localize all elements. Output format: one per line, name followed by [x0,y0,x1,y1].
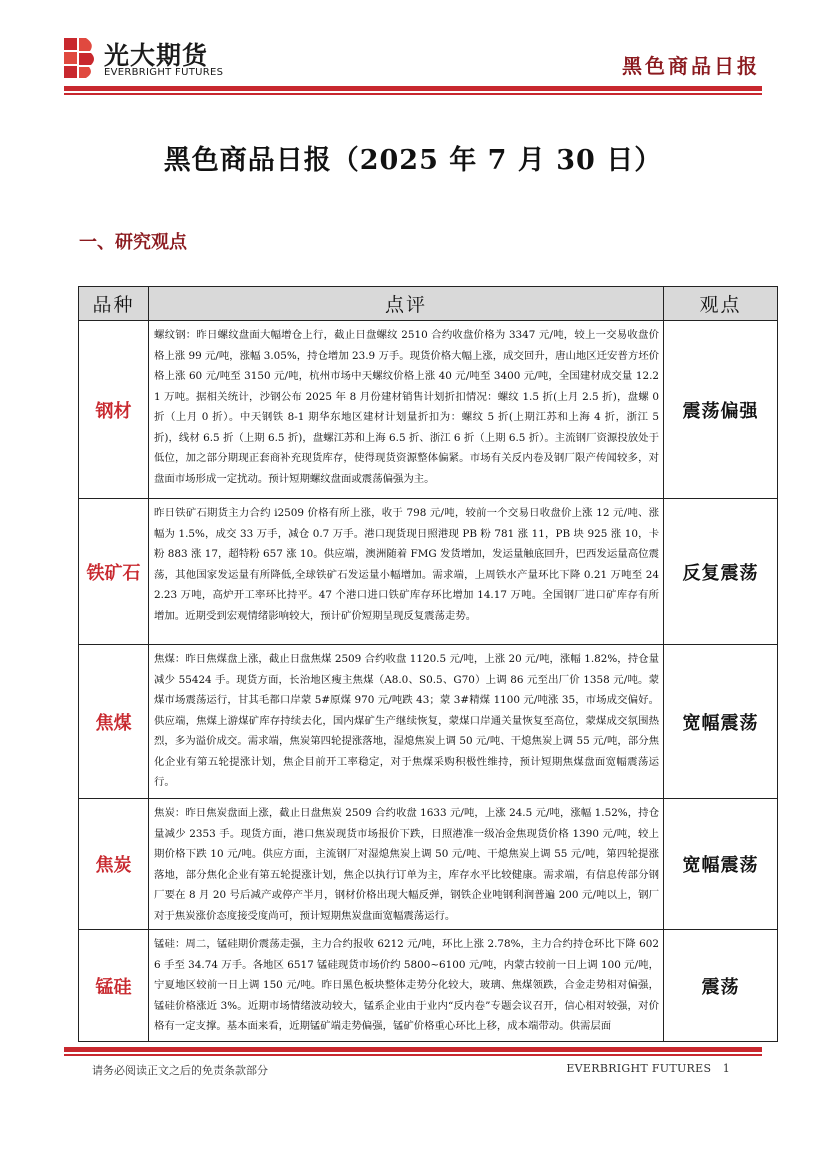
commodity-name: 钢材 [79,321,149,499]
table-row [79,499,778,645]
table-row [79,799,778,930]
header-comment: 点评 [149,287,664,321]
logo-english-name: EVERBRIGHT FUTURES [104,67,224,78]
commodity-name: 焦炭 [79,799,149,930]
table-row [79,645,778,799]
everbright-logo-icon [64,36,96,80]
footer-divider-thin [64,1054,762,1056]
commodity-comment: 昨日铁矿石期货主力合约 i2509 价格有所上涨，收于 798 元/吨，较前一个交易日收盘价上涨 12 元/吨、涨幅为 1.5%，成交 33 万手，减仓 0.7 万手。港口现货现日照港现 PB 粉 781 涨 11，PB 块 925 涨 10，卡粉 883 涨 17，超特粉 657 涨 10。供应端，澳洲随着 FMG 发货增加，发运量触底回升，巴西发运量高位震荡，其他国家发运量有所降低,全球铁矿石发运量小幅增加。需求端，上周铁水产量环比下降 0.21 万吨至 242.23 万吨，高炉开工率环比持平。47 个港口进口铁矿库存环比增加 14.17 万吨。全国钢厂进口矿库存有所增加。近期受到宏观情绪影响较大，预计矿价短期呈现反复震荡走势。 [149,499,664,645]
logo-chinese-name: 光大期货 [104,41,209,70]
commodity-name: 铁矿石 [79,499,149,645]
table-row [79,930,778,1042]
commodity-view: 震荡 [664,930,778,1042]
header-view: 观点 [664,287,778,321]
report-type-label: 黑色商品日报 [622,54,760,78]
footer-disclaimer: 请务必阅读正文之后的免责条款部分 [92,1064,268,1077]
footer-divider [64,1047,762,1052]
footer-brand-page [566,1062,730,1075]
header-divider-thin [64,93,762,95]
header-divider [64,86,762,91]
commodity-view: 反复震荡 [664,499,778,645]
commodity-name: 锰硅 [79,930,149,1042]
footer-brand: EVERBRIGHT FUTURES [566,1062,712,1075]
header-commodity: 品种 [79,287,149,321]
section-title: 一、研究观点 [79,232,187,253]
commodity-view: 震荡偏强 [664,321,778,499]
commodity-view: 宽幅震荡 [664,645,778,799]
table-row [79,321,778,499]
document-title: 黑色商品日报（2025 年 7 月 30 日） [163,145,663,176]
commodity-comment: 焦炭：昨日焦炭盘面上涨，截止日盘焦炭 2509 合约收盘 1633 元/吨，上涨 24.5 元/吨，涨幅 1.52%，持仓量减少 2353 手。现货方面，港口焦炭现货市场报价下跌，日照港准一级冶金焦现货价格 1390 元/吨，较上期价格下跌 10 元/吨。供应方面，主流钢厂对湿熄焦炭上调 50 元/吨、干熄焦炭上调 55 元/吨，第四轮提涨落地，部分焦化企业有第五轮提涨计划，焦企以执行订单为主，库存水平比较健康。需求端，有信息传部分钢厂要在 8 月 20 号后减产或停产半月，钢材价格出现大幅反弹，钢铁企业吨钢利润普遍 200 元/吨以上，钢厂对于焦炭涨价态度接受度尚可，预计短期焦炭盘面宽幅震荡运行。 [149,799,664,930]
commodity-comment: 焦煤：昨日焦煤盘上涨，截止日盘焦煤 2509 合约收盘 1120.5 元/吨，上涨 20 元/吨，涨幅 1.82%，持仓量减少 55424 手。现货方面，长治地区瘦主焦煤（A8.0、S0.5、G70）上调 86 元至出厂价 1358 元/吨。蒙煤市场震荡运行，甘其毛都口岸蒙 5#原煤 970 元/吨跌 43；蒙 3#精煤 1100 元/吨涨 35，市场成交偏好。供应端，焦煤上游煤矿库存持续去化，国内煤矿生产继续恢复，蒙煤口岸通关量恢复至高位，蒙煤成交氛围热烈，多为溢价成交。需求端，焦炭第四轮提涨落地，湿熄焦炭上调 50 元/吨、干熄焦炭上调 55 元/吨，部分焦化企业有第五轮提涨计划，焦企目前开工率稳定，对于焦煤采购积极性维持，预计短期焦煤盘面宽幅震荡运行。 [149,645,664,799]
research-table [78,286,778,1042]
commodity-name: 焦煤 [79,645,149,799]
page-number: 1 [722,1062,730,1075]
table-header-row [79,287,778,321]
commodity-comment: 锰硅：周二，锰硅期价震荡走强，主力合约报收 6212 元/吨，环比上涨 2.78%，主力合约持仓环比下降 6026 手至 34.74 万手。各地区 6517 锰硅现货市场价约 5800~6100 元/吨，内蒙古较前一日上调 100 元/吨，宁夏地区较前一日上调 150 元/吨。昨日黑色板块整体走势分化较大，玻璃、焦煤领跌，合金走势相对偏强，锰硅价格涨近 3%。近期市场情绪波动较大，锰系企业由于业内“反内卷”专题会议召开，信心相对较强，对价格有一定支撑。基本面来看，近期锰矿端走势偏强，锰矿价格重心环比上移，成本端带动。供需层面 [149,930,664,1042]
commodity-comment: 螺纹钢：昨日螺纹盘面大幅增仓上行，截止日盘螺纹 2510 合约收盘价格为 3347 元/吨，较上一交易收盘价格上涨 99 元/吨，涨幅 3.05%，持仓增加 23.9 万手。现货价格大幅上涨，成交回升，唐山地区迁安普方坯价格上涨 60 元/吨至 3150 元/吨，杭州市场中天螺纹价格上涨 40 元/吨至 3400 元/吨，全国建材成交量 12.21 万吨。据相关统计，沙钢公布 2025 年 8 月份建材销售计划折扣情况：螺纹 1.5 折(上月 2.5 折)，盘螺 0 折（上月 0 折）。中天钢铁 8-1 期华东地区建材计划量折扣为：螺纹 5 折(上期江苏和上海 4 折，浙江 5 折)，线材 6.5 折（上期 6.5 折)，盘螺江苏和上海 6.5 折、浙江 6 折（上期 6.5 折）。主流钢厂资源投放处于低位，加之部分期现正套商补充现货库存，使得现货资源整体偏紧。市场有关反内卷及钢厂限产传闻较多，对盘面市场形成一定扰动。预计短期螺纹盘面或震荡偏强为主。 [149,321,664,499]
company-logo [64,36,244,82]
commodity-view: 宽幅震荡 [664,799,778,930]
